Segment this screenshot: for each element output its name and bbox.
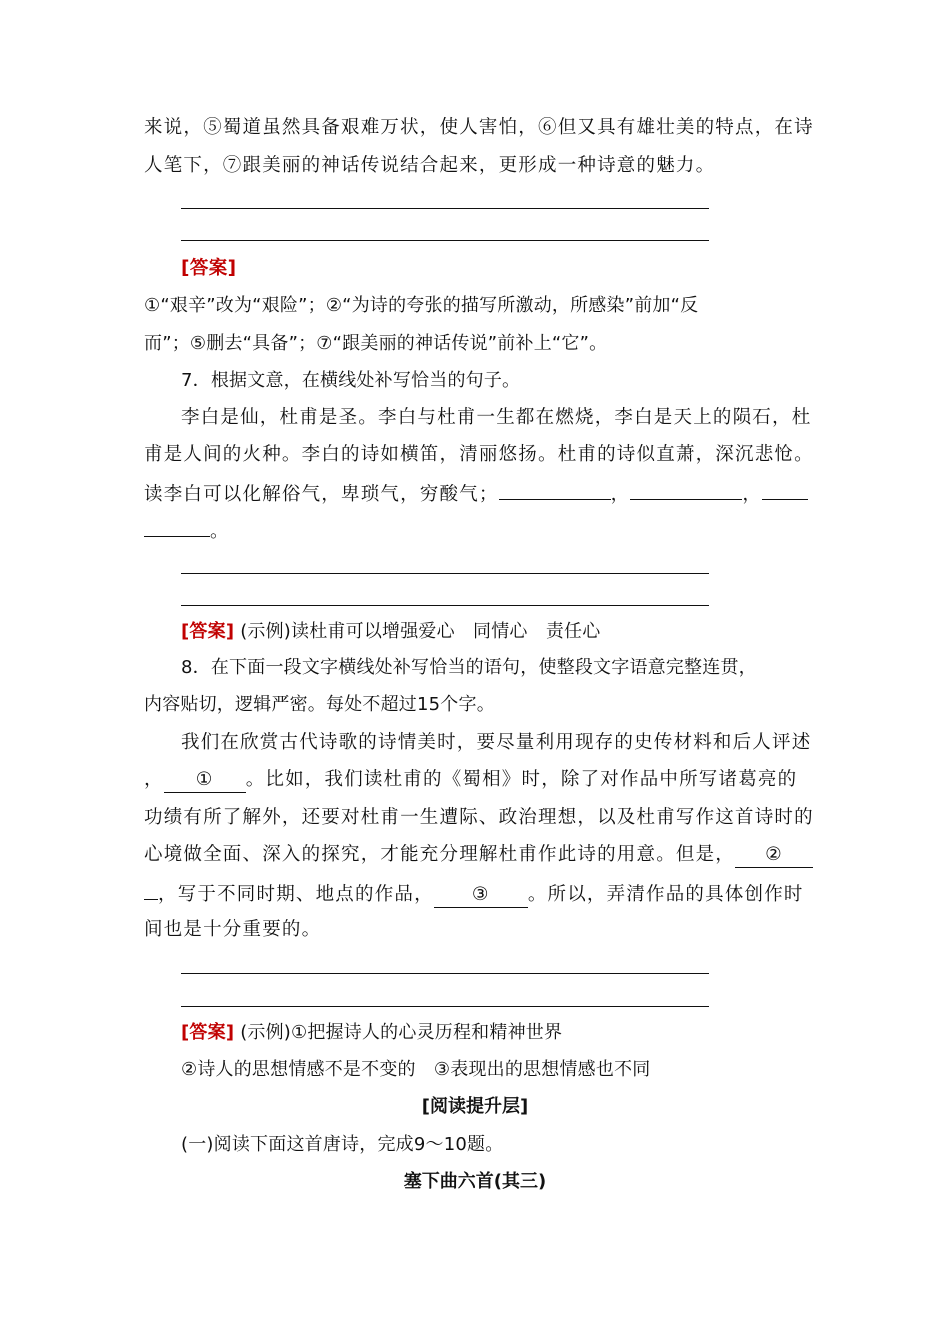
- comma: ，: [610, 484, 631, 505]
- q8-text: 。所以，弄清作品的具体创作时: [527, 884, 804, 905]
- answer-blank-line: [181, 605, 709, 606]
- period: 。: [210, 521, 230, 542]
- answer-blank-line: [181, 1006, 709, 1007]
- q6-answer-tag: [181, 257, 237, 281]
- fill-blank: [630, 481, 742, 500]
- poem-title: 塞下曲六首(其三): [403, 1171, 547, 1192]
- q7-answer-text: (示例)读杜甫可以增强爱心 同情心 责任心: [240, 621, 601, 642]
- q7-text: 读李白可以化解俗气，卑琐气，穷酸气；: [144, 484, 499, 505]
- comma: ，: [742, 484, 763, 505]
- q6-answer-line-1: ①“艰辛”改为“艰险”；②“为诗的夸张的描写所激动，所感染”前加“反: [144, 295, 699, 316]
- q8-prompt-line-1: 8．在下面一段文字横线处补写恰当的语句，使整段文字语意完整连贯，: [181, 657, 757, 678]
- answer-label: [答案]: [181, 1022, 235, 1043]
- q8-answer-line-2: ②诗人的思想情感不是不变的 ③表现出的思想情感也不同: [181, 1059, 651, 1080]
- q6-text-line-2: 人笔下，⑦跟美丽的神话传说结合起来，更形成一种诗意的魅力。: [144, 155, 716, 176]
- q8-text-line-1: 我们在欣赏古代诗歌的诗情美时，要尽量利用现存的史传材料和后人评述: [181, 732, 812, 753]
- q6-text-line-1: 来说，⑤蜀道虽然具备艰难万状，使人害怕，⑥但又具有雄壮美的特点，在诗: [144, 117, 814, 138]
- q8-text-line-4: [144, 843, 813, 868]
- answer-label: [答案]: [181, 258, 237, 279]
- answer-blank-line: [181, 973, 709, 974]
- q8-answer-line-1: [181, 1021, 562, 1045]
- fill-blank-1: ①: [164, 768, 246, 793]
- fill-blank-2: ②: [735, 843, 813, 868]
- comma: ，: [144, 769, 164, 790]
- fill-blank-3: ③: [434, 883, 528, 908]
- q6-answer-line-2: 而”；⑤删去“具备”；⑦“跟美丽的神话传说”前补上“它”。: [144, 333, 608, 354]
- section-intro: (一)阅读下面这首唐诗，完成9～10题。: [181, 1134, 504, 1155]
- q7-text-line-3: [144, 481, 808, 507]
- answer-blank-line: [181, 573, 709, 574]
- q8-text-line-3: 功绩有所了解外，还要对杜甫一生遭际、政治理想，以及杜甫写作这首诗时的: [144, 807, 814, 828]
- q8-text-line-2: [144, 768, 797, 793]
- q8-text: 。比如，我们读杜甫的《蜀相》时，除了对作品中所写诸葛亮的: [245, 769, 798, 790]
- q7-answer: [181, 620, 600, 644]
- q8-text: 心境做全面、深入的探究，才能充分理解杜甫作此诗的用意。但是，: [144, 844, 736, 865]
- q8-prompt-line-2: 内容贴切，逻辑严密。每处不超过15个字。: [144, 694, 495, 715]
- q8-text-line-6: 间也是十分重要的。: [144, 919, 322, 940]
- q7-prompt: 7．根据文意，在横线处补写恰当的句子。: [181, 370, 521, 391]
- fill-blank-2-cont: [144, 881, 158, 900]
- section-title: [阅读提升层]: [421, 1096, 529, 1117]
- q7-text-line-1: 李白是仙，杜甫是圣。李白与杜甫一生都在燃烧，李白是天上的陨石，杜: [181, 407, 812, 428]
- answer-label: [答案]: [181, 621, 235, 642]
- q8-answer-text: (示例)①把握诗人的心灵历程和精神世界: [240, 1022, 563, 1043]
- fill-blank: [499, 481, 611, 500]
- q7-text-line-4: [144, 518, 230, 544]
- answer-blank-line: [181, 240, 709, 241]
- fill-blank: [762, 481, 808, 500]
- q8-text: ，写于不同时期、地点的作品，: [158, 884, 434, 905]
- fill-blank: [144, 518, 210, 537]
- q7-text-line-2: 甫是人间的火种。李白的诗如横笛，清丽悠扬。杜甫的诗似直萧，深沉悲怆。: [144, 444, 814, 465]
- q8-text-line-5: [144, 881, 804, 908]
- answer-blank-line: [181, 208, 709, 209]
